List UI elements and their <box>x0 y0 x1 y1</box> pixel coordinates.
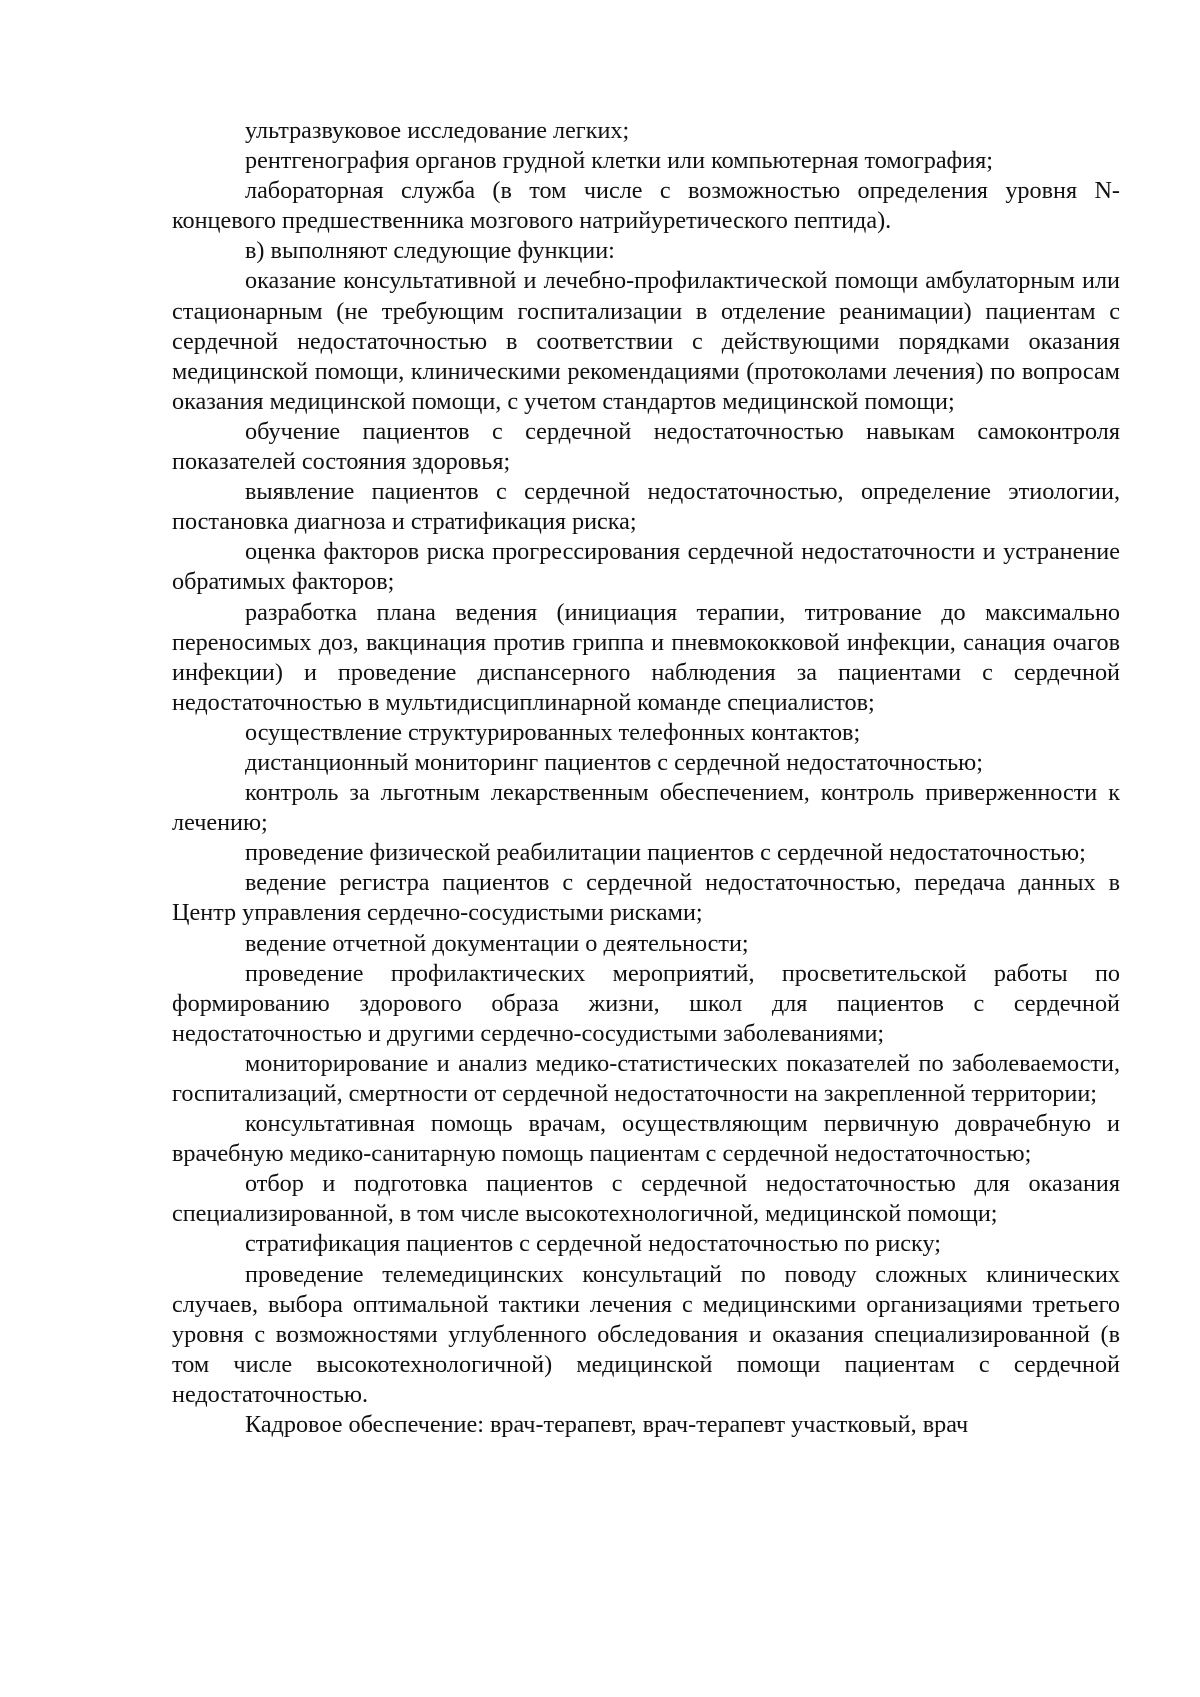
paragraph-management-plan: разработка плана ведения (инициация терапии, титрование до максимально переносимых доз, вакцинация против гриппа и пневмококковой инфекции, санация очагов инфекции) и проведение диспансерного наблюдения за пациентами с сердечной недостаточностью в мультидисциплинарной команде специалистов; <box>172 598 1120 716</box>
paragraph-risk-assessment: оценка факторов риска прогрессирования сердечной недостаточности и устранение обратимых факторов; <box>172 538 1120 596</box>
paragraph-drug-provision-control: контроль за льготным лекарственным обеспечением, контроль приверженности к лечению; <box>172 779 1120 837</box>
paragraph-patient-training: обучение пациентов с сердечной недостаточностью навыкам самоконтроля показателей состояния здоровья; <box>172 417 1120 476</box>
paragraph-patient-identification: выявление пациентов с сердечной недостаточностью, определение этиологии, постановка диагноза и стратификация риска; <box>172 478 1120 536</box>
document-body <box>172 116 1120 1440</box>
paragraph-ultrasound-lungs: ультразвуковое исследование легких; <box>245 117 630 144</box>
paragraph-laboratory: лабораторная служба (в том числе с возможностью определения уровня N-концевого предшественника мозгового натрийуретического пептида). <box>172 177 1120 235</box>
paragraph-functions-heading: в) выполняют следующие функции: <box>245 237 615 265</box>
paragraph-radiography: рентгенография органов грудной клетки или компьютерная томография; <box>245 147 994 175</box>
paragraph-remote-monitoring: дистанционный мониторинг пациентов с сердечной недостаточностью; <box>245 748 983 776</box>
paragraph-risk-stratification: стратификация пациентов с сердечной недостаточностью по риску; <box>245 1230 941 1258</box>
paragraph-physician-consultation: консультативная помощь врачам, осуществляющим первичную доврачебную и врачебную медико-санитарную помощь пациентам с сердечной недостаточностью; <box>172 1110 1120 1168</box>
paragraph-consultative-care: оказание консультативной и лечебно-профилактической помощи амбулаторным или стационарным (не требующим госпитализации в отделение реанимации) пациентам с сердечной недостаточностью в соответствии с действующими порядками оказания медицинской помощи, клиническими рекомендациями (протоколами лечения) по вопросам оказания медицинской помощи, с учетом стандартов медицинской помощи; <box>172 267 1120 415</box>
paragraph-prevention-activities: проведение профилактических мероприятий, просветительской работы по формированию здорового образа жизни, школ для пациентов с сердечной недостаточностью и другими сердечно-сосудистыми заболеваниями; <box>172 959 1120 1047</box>
paragraph-reporting: ведение отчетной документации о деятельности; <box>245 929 749 957</box>
paragraph-telephone-contacts: осуществление структурированных телефонных контактов; <box>245 718 861 746</box>
paragraph-staffing: Кадровое обеспечение: врач-терапевт, врач-терапевт участковый, врач <box>245 1411 969 1439</box>
paragraph-statistics-monitoring: мониторирование и анализ медико-статистических показателей по заболеваемости, госпитализаций, смертности от сердечной недостаточности на закрепленной территории; <box>172 1049 1120 1107</box>
paragraph-physical-rehabilitation: проведение физической реабилитации пациентов с сердечной недостаточностью; <box>245 839 1086 867</box>
paragraph-telemedicine: проведение телемедицинских консультаций по поводу сложных клинических случаев, выбора оптимальной тактики лечения с медицинскими организациями третьего уровня с возможностями углубленного обследования и оказания специализированной (в том числе высокотехнологичной) медицинской помощи пациентам с сердечной недостаточностью. <box>172 1260 1120 1408</box>
paragraph-patient-selection: отбор и подготовка пациентов с сердечной недостаточностью для оказания специализированной, в том числе высокотехнологичной, медицинской помощи; <box>172 1170 1120 1228</box>
paragraph-patient-registry: ведение регистра пациентов с сердечной недостаточностью, передача данных в Центр управления сердечно-сосудистыми рисками; <box>172 869 1120 927</box>
